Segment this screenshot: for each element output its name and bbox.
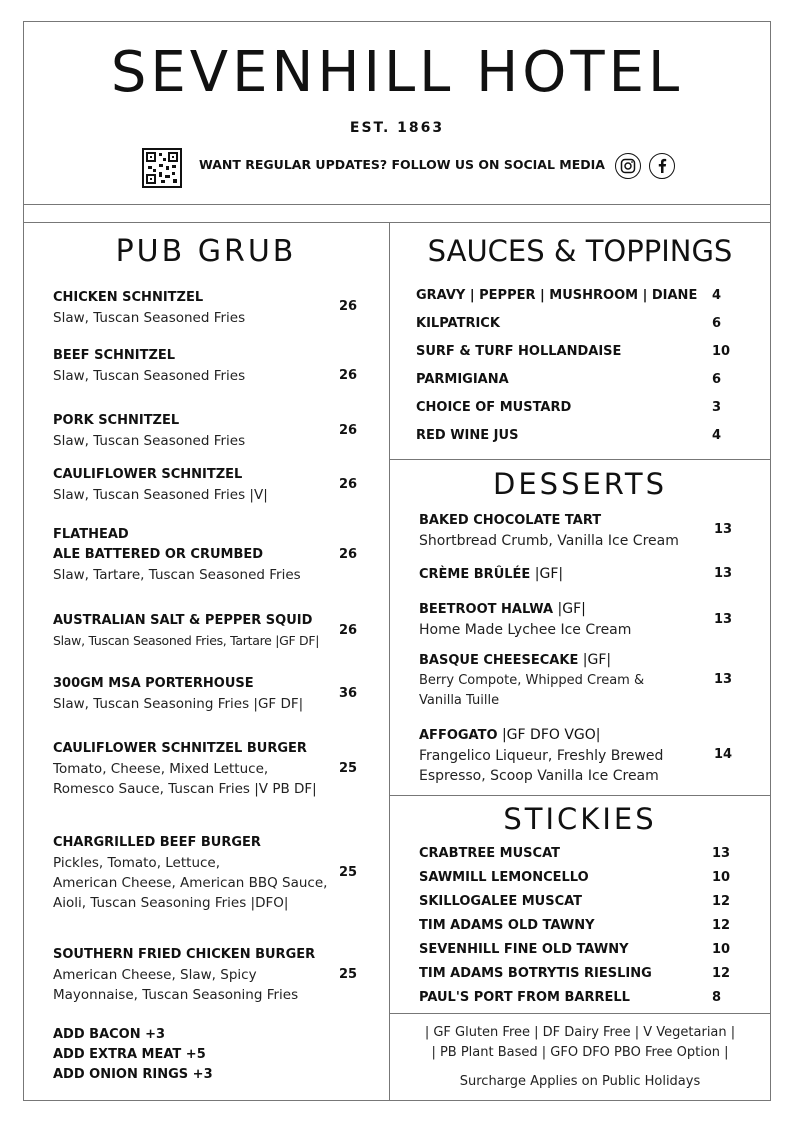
menu-item-price: 25 [339, 761, 358, 776]
sauce-price: 6 [712, 316, 722, 331]
dessert-item: CRÈME BRÛLÉE |GF| [419, 566, 564, 582]
sticky-item: SKILLOGALEE MUSCAT [419, 894, 583, 909]
dessert-item: BAKED CHOCOLATE TART Shortbread Crumb, Vanilla Ice Cream [419, 513, 679, 549]
sauce-item: PARMIGIANA [416, 372, 509, 387]
dessert-item: BASQUE CHEESECAKE |GF| Berry Compote, Whipped Cream & Vanilla Tuille [419, 652, 645, 708]
dessert-item: AFFOGATO |GF DFO VGO| Frangelico Liqueur, Freshly Brewed Espresso, Scoop Vanilla Ice Cream [419, 727, 664, 784]
menu-item-price: 26 [339, 477, 358, 492]
column-divider [389, 223, 390, 1101]
menu-item: CHICKEN SCHNITZEL Slaw, Tuscan Seasoned Fries [53, 290, 246, 326]
menu-item: 300GM MSA PORTERHOUSE Slaw, Tuscan Seasoning Fries |GF DF| [53, 676, 304, 712]
dietary-legend-line-2: | PB Plant Based | GFO DFO PBO Free Option | [431, 1045, 729, 1060]
menu-item: CHARGRILLED BEEF BURGER Pickles, Tomato, Lettuce, American Cheese, American BBQ Sauce, Aioli, Tuscan Seasoning Fries |DFO| [53, 835, 328, 911]
sticky-price: 10 [712, 942, 731, 957]
menu-item-price: 25 [339, 967, 358, 982]
addon-item: ADD ONION RINGS +3 [53, 1067, 213, 1082]
sticky-price: 8 [712, 990, 722, 1005]
sticky-item: TIM ADAMS BOTRYTIS RIESLING [419, 966, 652, 981]
sauces-desserts-divider [389, 459, 771, 460]
menu-item: AUSTRALIAN SALT & PEPPER SQUID Slaw, Tuscan Seasoned Fries, Tartare |GF DF| [53, 613, 320, 648]
sticky-price: 12 [712, 894, 731, 909]
sauce-item: GRAVY | PEPPER | MUSHROOM | DIANE [416, 288, 698, 303]
sauce-item: KILPATRICK [416, 316, 500, 331]
sauce-item: SURF & TURF HOLLANDAISE [416, 344, 622, 359]
addon-item: ADD BACON +3 [53, 1027, 166, 1042]
sticky-item: SEVENHILL FINE OLD TAWNY [419, 942, 629, 957]
dessert-price: 13 [714, 672, 733, 687]
menu-item: BEEF SCHNITZEL Slaw, Tuscan Seasoned Fries [53, 348, 246, 384]
desserts-heading: DESSERTS [493, 467, 667, 501]
qr-code-icon[interactable] [142, 148, 182, 188]
sticky-item: PAUL'S PORT FROM BARRELL [419, 990, 630, 1005]
sauce-price: 10 [712, 344, 731, 359]
instagram-icon[interactable] [615, 153, 641, 179]
menu-item-price: 36 [339, 686, 358, 701]
stickies-footer-divider [389, 1013, 771, 1014]
menu-item-price: 26 [339, 423, 358, 438]
pub-grub-heading: PUB GRUB [115, 234, 297, 269]
stickies-heading: STICKIES [503, 802, 657, 836]
sticky-price: 10 [712, 870, 731, 885]
social-updates-text: WANT REGULAR UPDATES? FOLLOW US ON SOCIAL MEDIA [199, 157, 605, 172]
established-text: EST. 1863 [349, 120, 445, 136]
desserts-stickies-divider [389, 795, 771, 796]
sauces-heading: SAUCES & TOPPINGS [427, 234, 733, 268]
hotel-title: SEVENHILL HOTEL [110, 40, 684, 105]
menu-item-price: 26 [339, 368, 358, 383]
surcharge-note: Surcharge Applies on Public Holidays [459, 1074, 701, 1089]
sauce-price: 4 [712, 428, 722, 443]
sauce-price: 4 [712, 288, 722, 303]
sticky-price: 13 [712, 846, 731, 861]
menu-item: FLATHEAD ALE BATTERED OR CRUMBED Slaw, Tartare, Tuscan Seasoned Fries [53, 527, 301, 583]
facebook-icon[interactable] [649, 153, 675, 179]
dessert-price: 14 [714, 747, 733, 762]
menu-item: CAULIFLOWER SCHNITZEL BURGER Tomato, Cheese, Mixed Lettuce, Romesco Sauce, Tuscan Fries |V PB DF| [53, 741, 317, 797]
dessert-item: BEETROOT HALWA |GF| Home Made Lychee Ice Cream [419, 601, 632, 638]
menu-item: CAULIFLOWER SCHNITZEL Slaw, Tuscan Seasoned Fries |V| [53, 467, 268, 503]
menu-item: SOUTHERN FRIED CHICKEN BURGER American Cheese, Slaw, Spicy Mayonnaise, Tuscan Seasoning Fries [53, 947, 316, 1003]
dessert-price: 13 [714, 612, 733, 627]
menu-item-price: 25 [339, 865, 358, 880]
dietary-legend-line-1: | GF Gluten Free | DF Dairy Free | V Vegetarian | [424, 1025, 736, 1040]
sauce-price: 6 [712, 372, 722, 387]
menu-item-price: 26 [339, 623, 358, 638]
sticky-item: TIM ADAMS OLD TAWNY [419, 918, 595, 933]
sauce-price: 3 [712, 400, 722, 415]
sticky-price: 12 [712, 966, 731, 981]
sticky-price: 12 [712, 918, 731, 933]
dessert-price: 13 [714, 566, 733, 581]
sauce-item: CHOICE OF MUSTARD [416, 400, 572, 415]
dessert-price: 13 [714, 522, 733, 537]
sticky-item: CRABTREE MUSCAT [419, 846, 561, 861]
sticky-item: SAWMILL LEMONCELLO [419, 870, 589, 885]
menu-item: PORK SCHNITZEL Slaw, Tuscan Seasoned Fries [53, 413, 246, 449]
addon-item: ADD EXTRA MEAT +5 [53, 1047, 206, 1062]
divider-strip [23, 205, 771, 223]
sauce-item: RED WINE JUS [416, 428, 519, 443]
menu-item-price: 26 [339, 299, 358, 314]
menu-item-price: 26 [339, 547, 358, 562]
